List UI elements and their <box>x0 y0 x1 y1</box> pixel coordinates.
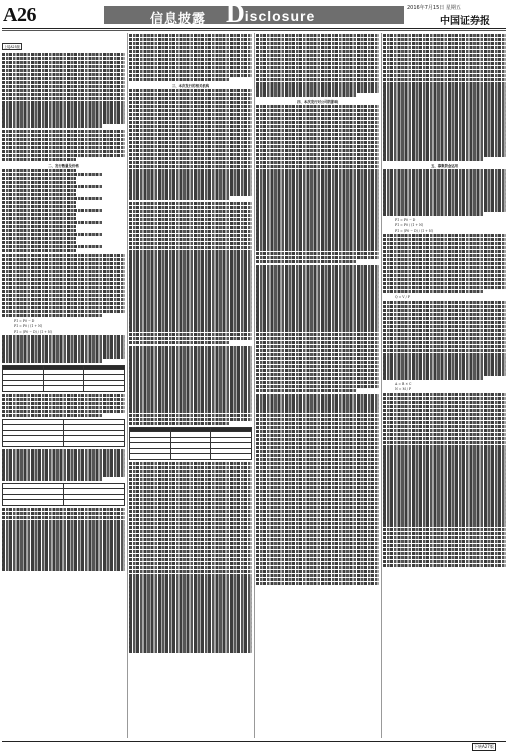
section-subheading: 三、本次发行的相关机构 <box>171 83 210 88</box>
paragraph <box>256 265 379 392</box>
section-subheading: 五、募集资金运用 <box>430 163 459 168</box>
formula: P1 = P0 / (1 + N) <box>14 324 43 329</box>
article-columns <box>2 33 506 738</box>
column-2 <box>129 33 252 738</box>
section-title: 信息披露 <box>150 12 207 27</box>
column-1 <box>2 33 125 738</box>
data-table <box>129 427 252 460</box>
paragraph <box>383 234 506 293</box>
section-subheading: 四、本次发行对公司的影响 <box>297 99 338 104</box>
header-rule <box>2 28 506 29</box>
column-3 <box>256 33 379 738</box>
formula: N = M / P <box>395 387 411 392</box>
disclosure-initial: D <box>226 0 245 28</box>
formula: P1 = P0 − D <box>14 318 35 323</box>
continued-label: 下转A27版 <box>474 744 494 749</box>
paragraph <box>2 335 125 362</box>
formula: P1 = (P0 − D) / (1 + N) <box>395 228 433 233</box>
paragraph <box>383 301 506 380</box>
paragraph <box>129 89 252 200</box>
data-table <box>2 419 125 448</box>
page-header <box>0 0 508 28</box>
paragraph <box>383 34 506 161</box>
formula: A = B × C <box>395 381 412 386</box>
paragraph <box>256 394 379 585</box>
paragraph <box>129 34 252 81</box>
paragraph <box>383 169 506 216</box>
formula: Q = V / P <box>395 295 410 300</box>
footer-rule <box>2 741 506 742</box>
section-subheading: 二、发行数量及价格 <box>48 163 79 168</box>
paragraph <box>129 202 252 345</box>
page-number: A26 <box>3 4 36 26</box>
paragraph <box>2 508 125 571</box>
paragraph <box>383 393 506 568</box>
paragraph <box>2 130 125 161</box>
formula: P1 = (P0 − D) / (1 + N) <box>14 329 52 334</box>
paragraph <box>256 34 379 97</box>
paragraph <box>129 346 252 425</box>
paragraph <box>2 449 125 480</box>
paragraph <box>2 53 125 128</box>
formula: P1 = P0 / (1 + N) <box>395 223 424 228</box>
disclosure-rest: isclosure <box>244 8 316 24</box>
newspaper-logo: 中国证券报 <box>440 16 490 27</box>
formula: P1 = P0 − D <box>395 217 416 222</box>
column-divider <box>381 33 382 738</box>
issue-date: 2016年7月15日 星期五 <box>407 5 461 11</box>
data-table <box>2 483 125 506</box>
column-4 <box>383 33 506 738</box>
disclosure-wordmark <box>226 2 315 26</box>
continuation-label: 上接A25版 <box>4 45 20 49</box>
data-table <box>2 365 125 392</box>
paragraph <box>256 105 379 264</box>
header-rule-thin <box>2 30 506 31</box>
column-divider <box>127 33 128 738</box>
column-divider <box>254 33 255 738</box>
paragraph <box>2 394 125 417</box>
paragraph <box>2 254 125 317</box>
paragraph <box>129 462 252 653</box>
list-block <box>2 169 125 252</box>
